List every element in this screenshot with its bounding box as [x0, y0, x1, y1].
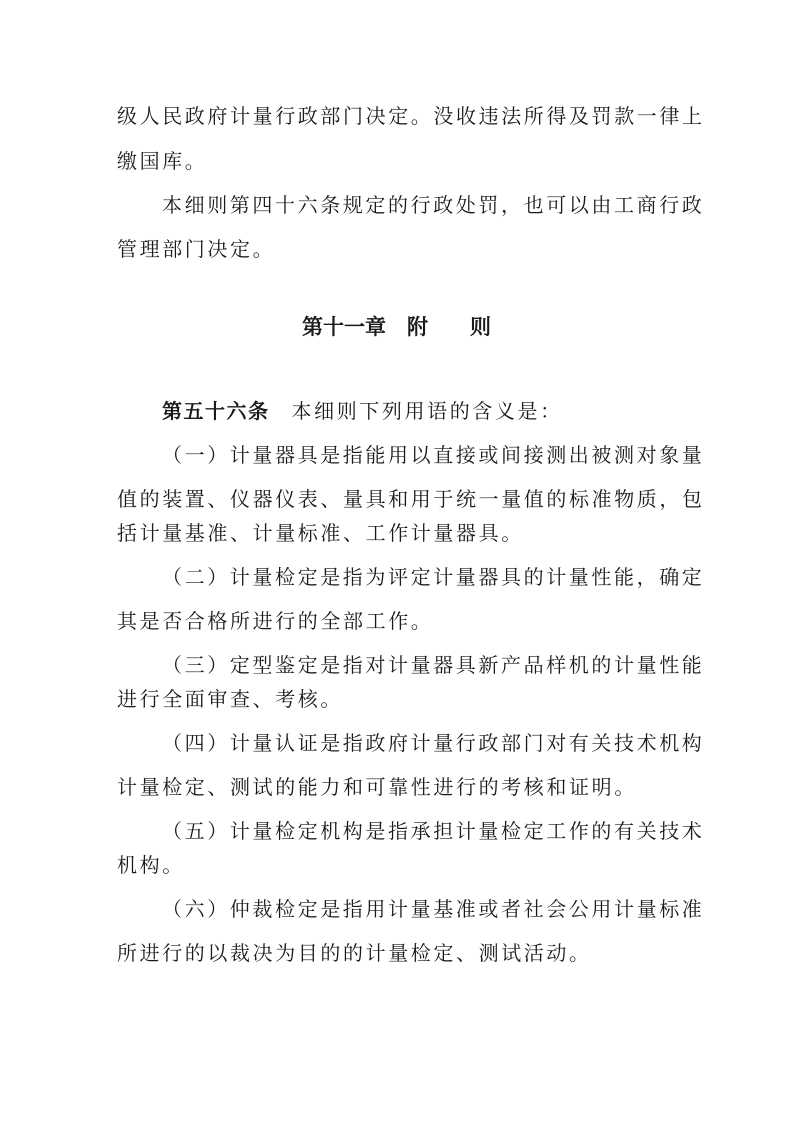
definition-line: （二）计量检定是指为评定计量器具的计量性能，确定	[162, 565, 705, 589]
paragraph-line: 级人民政府计量行政部门决定。没收违法所得及罚款一律上	[117, 104, 705, 128]
chapter-title: 第十一章 附 则	[302, 315, 491, 339]
article-intro: 本细则下列用语的含义是：	[291, 399, 563, 423]
definition-line: （六）仲裁检定是指用计量基准或者社会公用计量标准	[162, 897, 705, 921]
paragraph-line: 本细则第四十六条规定的行政处罚，也可以由工商行政	[162, 193, 705, 217]
definition-line: （一）计量器具是指能用以直接或间接测出被测对象量	[162, 443, 705, 467]
definition-line: 进行全面审查、考核。	[117, 687, 343, 711]
definition-line: （四）计量认证是指政府计量行政部门对有关技术机构	[162, 731, 705, 755]
article-first-line	[162, 397, 677, 425]
paragraph-line: 管理部门决定。	[117, 237, 276, 261]
article-heading: 第五十六条	[162, 399, 270, 423]
definition-line: 括计量基准、计量标准、工作计量器具。	[117, 521, 524, 545]
definition-line: 计量检定、测试的能力和可靠性进行的考核和证明。	[117, 775, 637, 799]
definition-line: 所进行的以裁决为目的的计量检定、测试活动。	[117, 941, 592, 965]
definition-line: 其是否合格所进行的全部工作。	[117, 609, 434, 633]
definition-line: 机构。	[117, 853, 185, 877]
paragraph-line: 缴国库。	[117, 149, 208, 173]
definition-line: 值的装置、仪器仪表、量具和用于统一量值的标准物质，包	[117, 487, 705, 511]
definition-line: （三）定型鉴定是指对计量器具新产品样机的计量性能	[162, 653, 705, 677]
definition-line: （五）计量检定机构是指承担计量检定工作的有关技术	[162, 819, 705, 843]
